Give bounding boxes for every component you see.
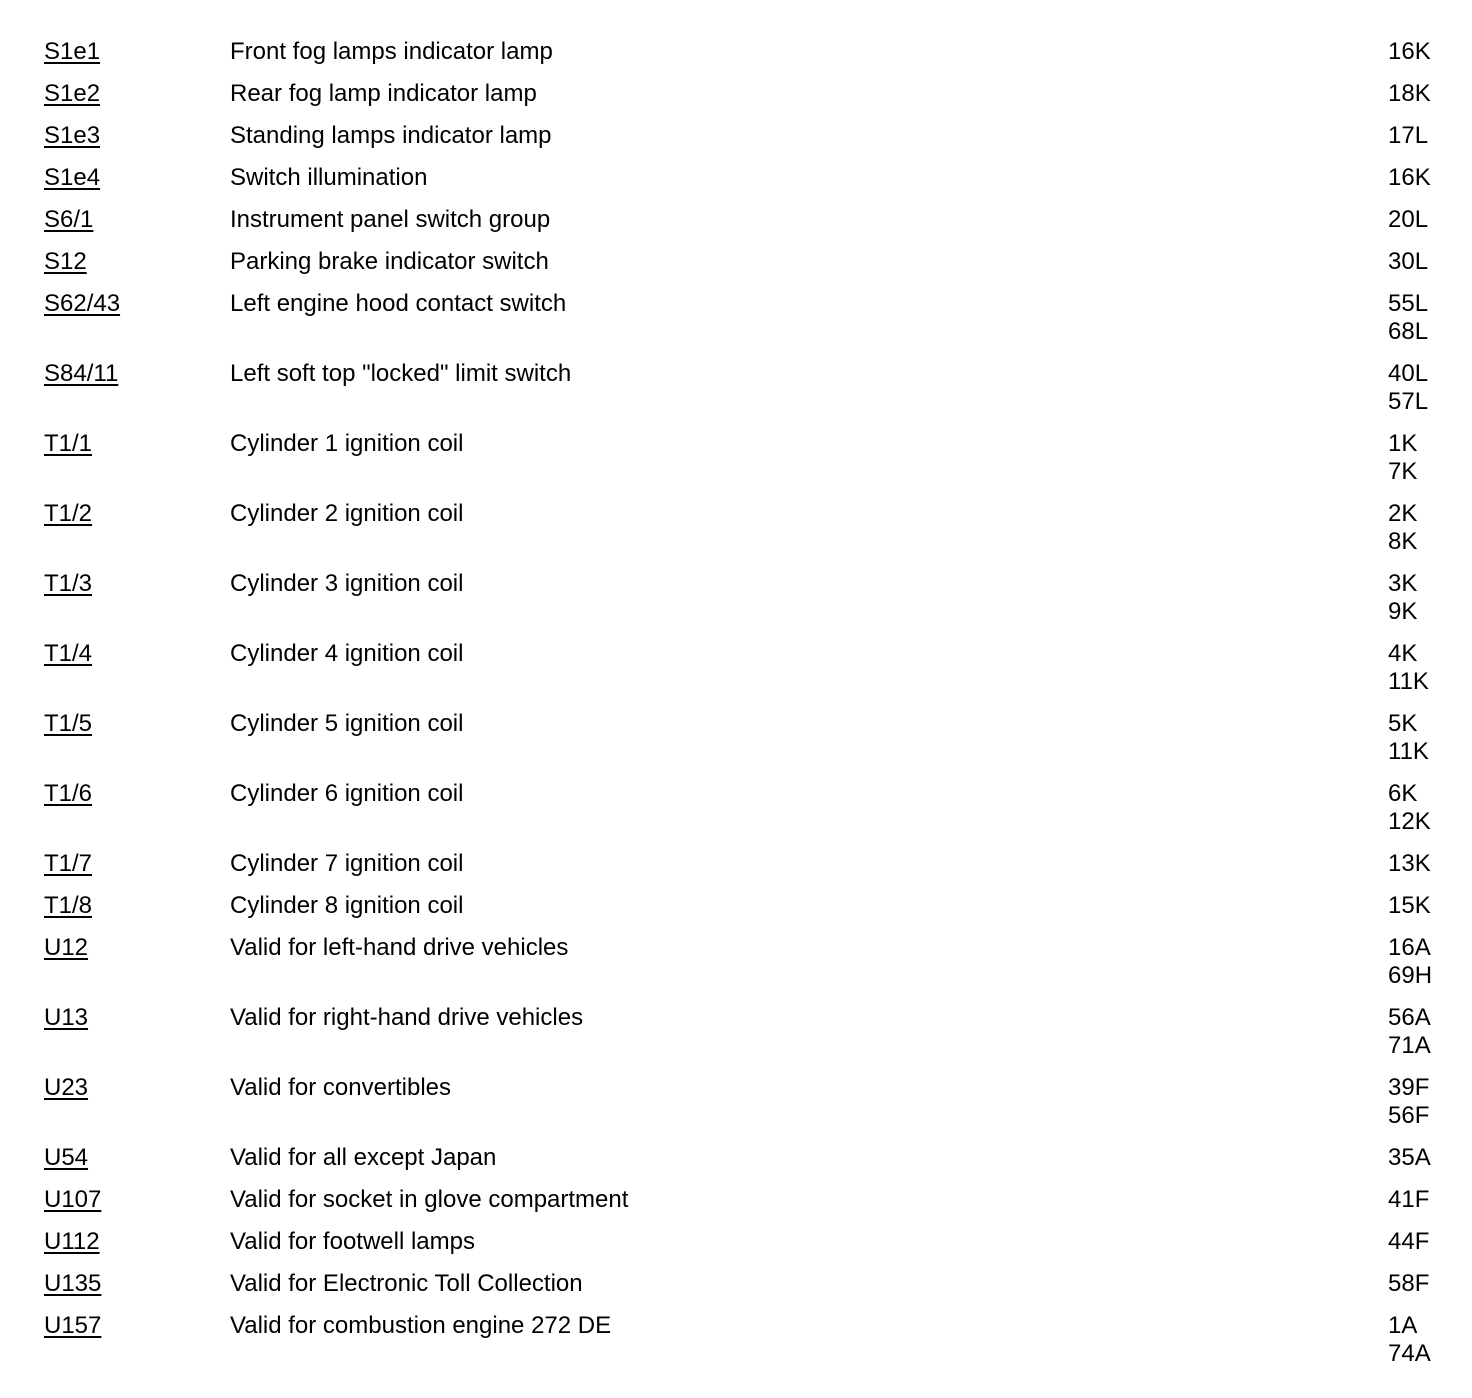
component-code-link[interactable]: T1/7 [44,850,93,877]
component-description: Cylinder 6 ignition coil [230,780,464,807]
component-code-link[interactable]: U23 [44,1074,89,1101]
component-code-link[interactable]: S1e4 [44,164,101,191]
grid-reference: 39F [1388,1074,1430,1101]
grid-references [1388,430,1472,486]
component-code-link[interactable]: U13 [44,1004,89,1031]
component-code-link[interactable]: U54 [44,1144,89,1171]
component-description: Cylinder 2 ignition coil [230,500,464,527]
grid-reference: 57L [1388,388,1429,415]
grid-references [1388,570,1472,626]
grid-reference: 3K [1388,570,1418,597]
grid-reference: 16K [1388,164,1431,191]
grid-references [1388,500,1472,556]
grid-reference: 1A [1388,1312,1418,1339]
legend-row [0,850,1472,892]
grid-reference: 58F [1388,1270,1430,1297]
grid-references [1388,934,1472,990]
grid-references [1388,122,1472,150]
grid-reference: 40L [1388,360,1429,387]
component-description: Cylinder 5 ignition coil [230,710,464,737]
component-description: Left engine hood contact switch [230,290,567,317]
component-description: Cylinder 1 ignition coil [230,430,464,457]
grid-references [1388,892,1472,920]
grid-reference: 11K [1388,738,1429,765]
legend-row [0,1312,1472,1382]
component-code-link[interactable]: S1e1 [44,38,101,65]
grid-reference: 74A [1388,1340,1431,1367]
legend-row [0,934,1472,1004]
grid-references [1388,780,1472,836]
grid-reference: 1K [1388,430,1418,457]
grid-reference: 35A [1388,1144,1431,1171]
grid-references [1388,1312,1472,1368]
component-description: Instrument panel switch group [230,206,551,233]
component-code-link[interactable]: U107 [44,1186,102,1213]
component-description: Valid for all except Japan [230,1144,497,1171]
component-code-link[interactable]: S84/11 [44,360,119,387]
legend-row [0,892,1472,934]
component-description: Valid for left-hand drive vehicles [230,934,569,961]
component-code-link[interactable]: S62/43 [44,290,121,317]
grid-reference: 16A [1388,934,1431,961]
grid-reference: 68L [1388,318,1429,345]
component-code-link[interactable]: S1e2 [44,80,101,107]
legend-row [0,1228,1472,1270]
component-code-link[interactable]: S12 [44,248,87,275]
component-code-link[interactable]: T1/1 [44,430,93,457]
component-description: Cylinder 4 ignition coil [230,640,464,667]
legend-row [0,710,1472,780]
legend-row [0,780,1472,850]
grid-references [1388,206,1472,234]
legend-row [0,290,1472,360]
component-description: Valid for Electronic Toll Collection [230,1270,583,1297]
grid-reference: 5K [1388,710,1418,737]
legend-row [0,38,1472,80]
grid-reference: 7K [1388,458,1418,485]
component-description: Cylinder 7 ignition coil [230,850,464,877]
grid-reference: 41F [1388,1186,1430,1213]
component-description: Valid for combustion engine 272 DE [230,1312,612,1339]
legend-row [0,1270,1472,1312]
grid-references [1388,248,1472,276]
grid-reference: 11K [1388,668,1429,695]
grid-references [1388,80,1472,108]
legend-row [0,80,1472,122]
component-code-link[interactable]: T1/5 [44,710,93,737]
component-description: Valid for convertibles [230,1074,451,1101]
grid-reference: 18K [1388,80,1431,107]
component-code-link[interactable]: S6/1 [44,206,94,233]
grid-reference: 55L [1388,290,1429,317]
component-code-link[interactable]: U157 [44,1312,102,1339]
grid-references [1388,710,1472,766]
grid-reference: 71A [1388,1032,1431,1059]
grid-references [1388,164,1472,192]
legend-row [0,1186,1472,1228]
grid-references [1388,1186,1472,1214]
grid-reference: 15K [1388,892,1431,919]
component-description: Left soft top "locked" limit switch [230,360,572,387]
component-code-link[interactable]: T1/4 [44,640,93,667]
grid-references [1388,1228,1472,1256]
component-code-link[interactable]: U12 [44,934,89,961]
legend-row [0,206,1472,248]
grid-reference: 16K [1388,38,1431,65]
grid-reference: 20L [1388,206,1429,233]
grid-reference: 56F [1388,1102,1430,1129]
legend-row [0,1074,1472,1144]
legend-row [0,500,1472,570]
legend-row [0,570,1472,640]
grid-references [1388,1004,1472,1060]
component-code-link[interactable]: T1/8 [44,892,93,919]
component-code-link[interactable]: T1/2 [44,500,93,527]
grid-reference: 4K [1388,640,1418,667]
grid-reference: 44F [1388,1228,1430,1255]
grid-reference: 13K [1388,850,1431,877]
grid-reference: 8K [1388,528,1418,555]
component-description: Valid for footwell lamps [230,1228,475,1255]
grid-reference: 9K [1388,598,1418,625]
grid-references [1388,1270,1472,1298]
grid-reference: 12K [1388,808,1431,835]
component-description: Parking brake indicator switch [230,248,549,275]
component-description: Standing lamps indicator lamp [230,122,552,149]
legend-row [0,248,1472,290]
component-description: Rear fog lamp indicator lamp [230,80,537,107]
grid-references [1388,640,1472,696]
component-code-link[interactable]: T1/3 [44,570,93,597]
grid-references [1388,360,1472,416]
component-description: Front fog lamps indicator lamp [230,38,553,65]
component-code-link[interactable]: U135 [44,1270,102,1297]
grid-references [1388,38,1472,66]
component-description: Cylinder 3 ignition coil [230,570,464,597]
component-description: Valid for right-hand drive vehicles [230,1004,584,1031]
grid-reference: 2K [1388,500,1418,527]
legend-row [0,1004,1472,1074]
component-code-link[interactable]: U112 [44,1228,100,1255]
grid-references [1388,850,1472,878]
grid-references [1388,1074,1472,1130]
legend-row [0,164,1472,206]
grid-reference: 30L [1388,248,1429,275]
component-description: Switch illumination [230,164,428,191]
component-description: Valid for socket in glove compartment [230,1186,629,1213]
legend-row [0,430,1472,500]
component-code-link[interactable]: S1e3 [44,122,101,149]
grid-references [1388,1144,1472,1172]
component-description: Cylinder 8 ignition coil [230,892,464,919]
legend-row [0,360,1472,430]
grid-reference: 17L [1388,122,1429,149]
grid-reference: 56A [1388,1004,1431,1031]
grid-references [1388,290,1472,346]
grid-reference: 6K [1388,780,1418,807]
legend-row [0,122,1472,164]
legend-row [0,640,1472,710]
legend-row [0,1144,1472,1186]
grid-reference: 69H [1388,962,1433,989]
component-code-link[interactable]: T1/6 [44,780,93,807]
